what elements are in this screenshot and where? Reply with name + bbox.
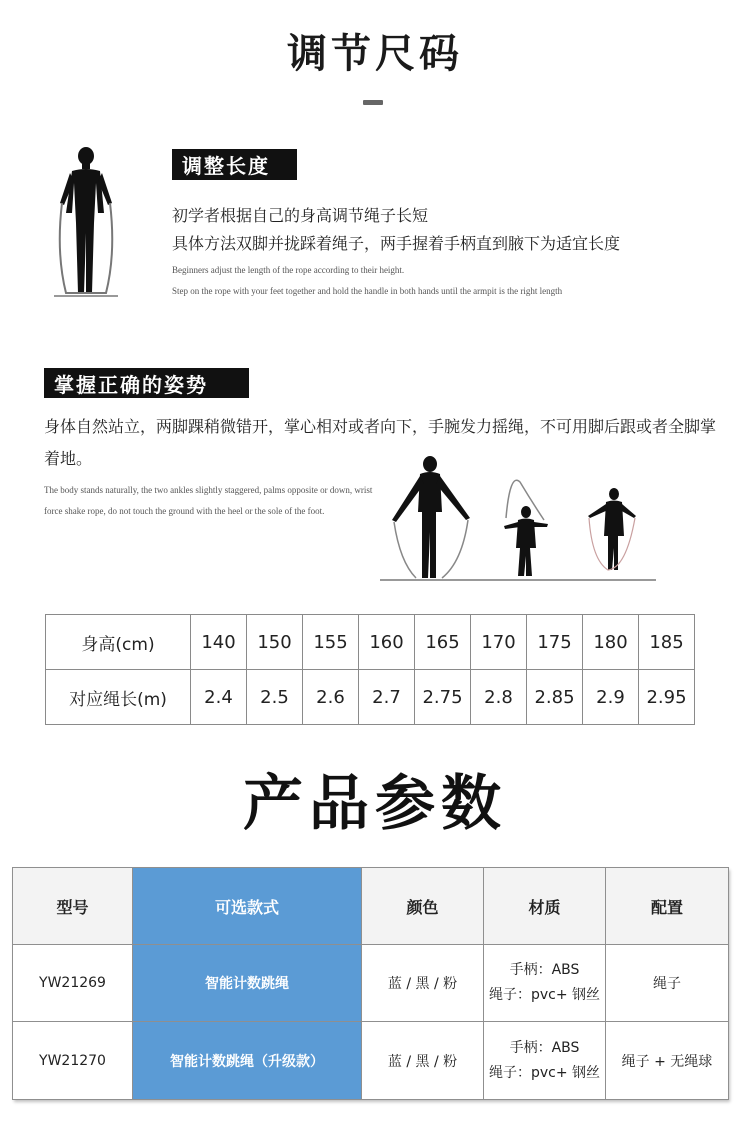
- adjust-instruction-line-1: 初学者根据自己的身高调节绳子长短: [172, 206, 429, 225]
- height-cell: 170: [471, 615, 527, 670]
- header-color: 颜色: [362, 868, 484, 945]
- posture-english: The body stands naturally, the two ankles slightly staggered, palms opposite or down, wrist force shake rope, do not touch the ground with the heel or the sole of the foot.: [44, 485, 373, 516]
- height-cell: 140: [191, 615, 247, 670]
- length-cell: 2.7: [359, 670, 415, 725]
- params-table-container: [12, 867, 728, 1099]
- material-handle: 手柄：ABS: [509, 962, 580, 978]
- size-table: [45, 614, 695, 725]
- length-cell: 2.85: [527, 670, 583, 725]
- posture-instruction: 身体自然站立，两脚踝稍微错开，掌心相对或者向下，手腕发力摇绳，不可用脚后跟或者全脚掌着地。: [44, 417, 717, 468]
- length-cell: 2.4: [191, 670, 247, 725]
- material-cell: [484, 1022, 606, 1100]
- size-table-row-height: [46, 615, 695, 670]
- length-cell: 2.8: [471, 670, 527, 725]
- size-table-row-length: [46, 670, 695, 725]
- length-cell: 2.75: [415, 670, 471, 725]
- title-divider: [363, 100, 383, 105]
- length-label: 对应绳长(m): [46, 670, 191, 725]
- model-cell: YW21269: [13, 945, 133, 1022]
- height-cell: 155: [303, 615, 359, 670]
- header-style: 可选款式: [133, 868, 362, 945]
- length-cell: 2.95: [639, 670, 695, 725]
- table-row: [13, 945, 729, 1022]
- jump-rope-poses-figure: [380, 452, 660, 584]
- table-row: [13, 1022, 729, 1100]
- posture-heading: 掌握正确的姿势: [44, 368, 249, 398]
- config-cell: 绳子: [606, 945, 729, 1022]
- adjust-english-line-1: Beginners adjust the length of the rope according to their height.: [172, 265, 405, 275]
- params-table: [12, 867, 729, 1100]
- header-material: 材质: [484, 868, 606, 945]
- height-cell: 165: [415, 615, 471, 670]
- color-cell: 蓝 / 黑 / 粉: [362, 945, 484, 1022]
- person-standing-on-rope-figure: [52, 143, 122, 303]
- color-cell: 蓝 / 黑 / 粉: [362, 1022, 484, 1100]
- header-config: 配置: [606, 868, 729, 945]
- height-cell: 175: [527, 615, 583, 670]
- style-cell: 智能计数跳绳: [133, 945, 362, 1022]
- page-title: 调节尺码: [287, 31, 463, 77]
- adjust-length-heading: 调整长度: [172, 149, 297, 180]
- height-cell: 160: [359, 615, 415, 670]
- length-cell: 2.6: [303, 670, 359, 725]
- length-cell: 2.9: [583, 670, 639, 725]
- length-cell: 2.5: [247, 670, 303, 725]
- model-cell: YW21270: [13, 1022, 133, 1100]
- style-cell: 智能计数跳绳（升级款）: [133, 1022, 362, 1100]
- params-header-row: [13, 868, 729, 945]
- config-cell: 绳子 + 无绳球: [606, 1022, 729, 1100]
- material-handle: 手柄：ABS: [509, 1039, 580, 1056]
- adjust-instruction-line-2: 具体方法双脚并拢踩着绳子，两手握着手柄直到腋下为适宜长度: [172, 234, 621, 253]
- height-cell: 185: [639, 615, 695, 670]
- material-cell: [484, 945, 606, 1022]
- height-label: 身高(cm): [46, 615, 191, 670]
- header-model: 型号: [13, 868, 133, 945]
- adjust-english-line-2: Step on the rope with your feet together and hold the handle in both hands until the armpit is the right length: [172, 286, 563, 296]
- material-rope: 绳子：pvc+ 钢丝: [488, 1064, 601, 1081]
- material-rope: 绳子：pvc+ 钢丝: [488, 987, 601, 1003]
- height-cell: 150: [247, 615, 303, 670]
- height-cell: 180: [583, 615, 639, 670]
- params-title: 产品参数: [243, 769, 507, 839]
